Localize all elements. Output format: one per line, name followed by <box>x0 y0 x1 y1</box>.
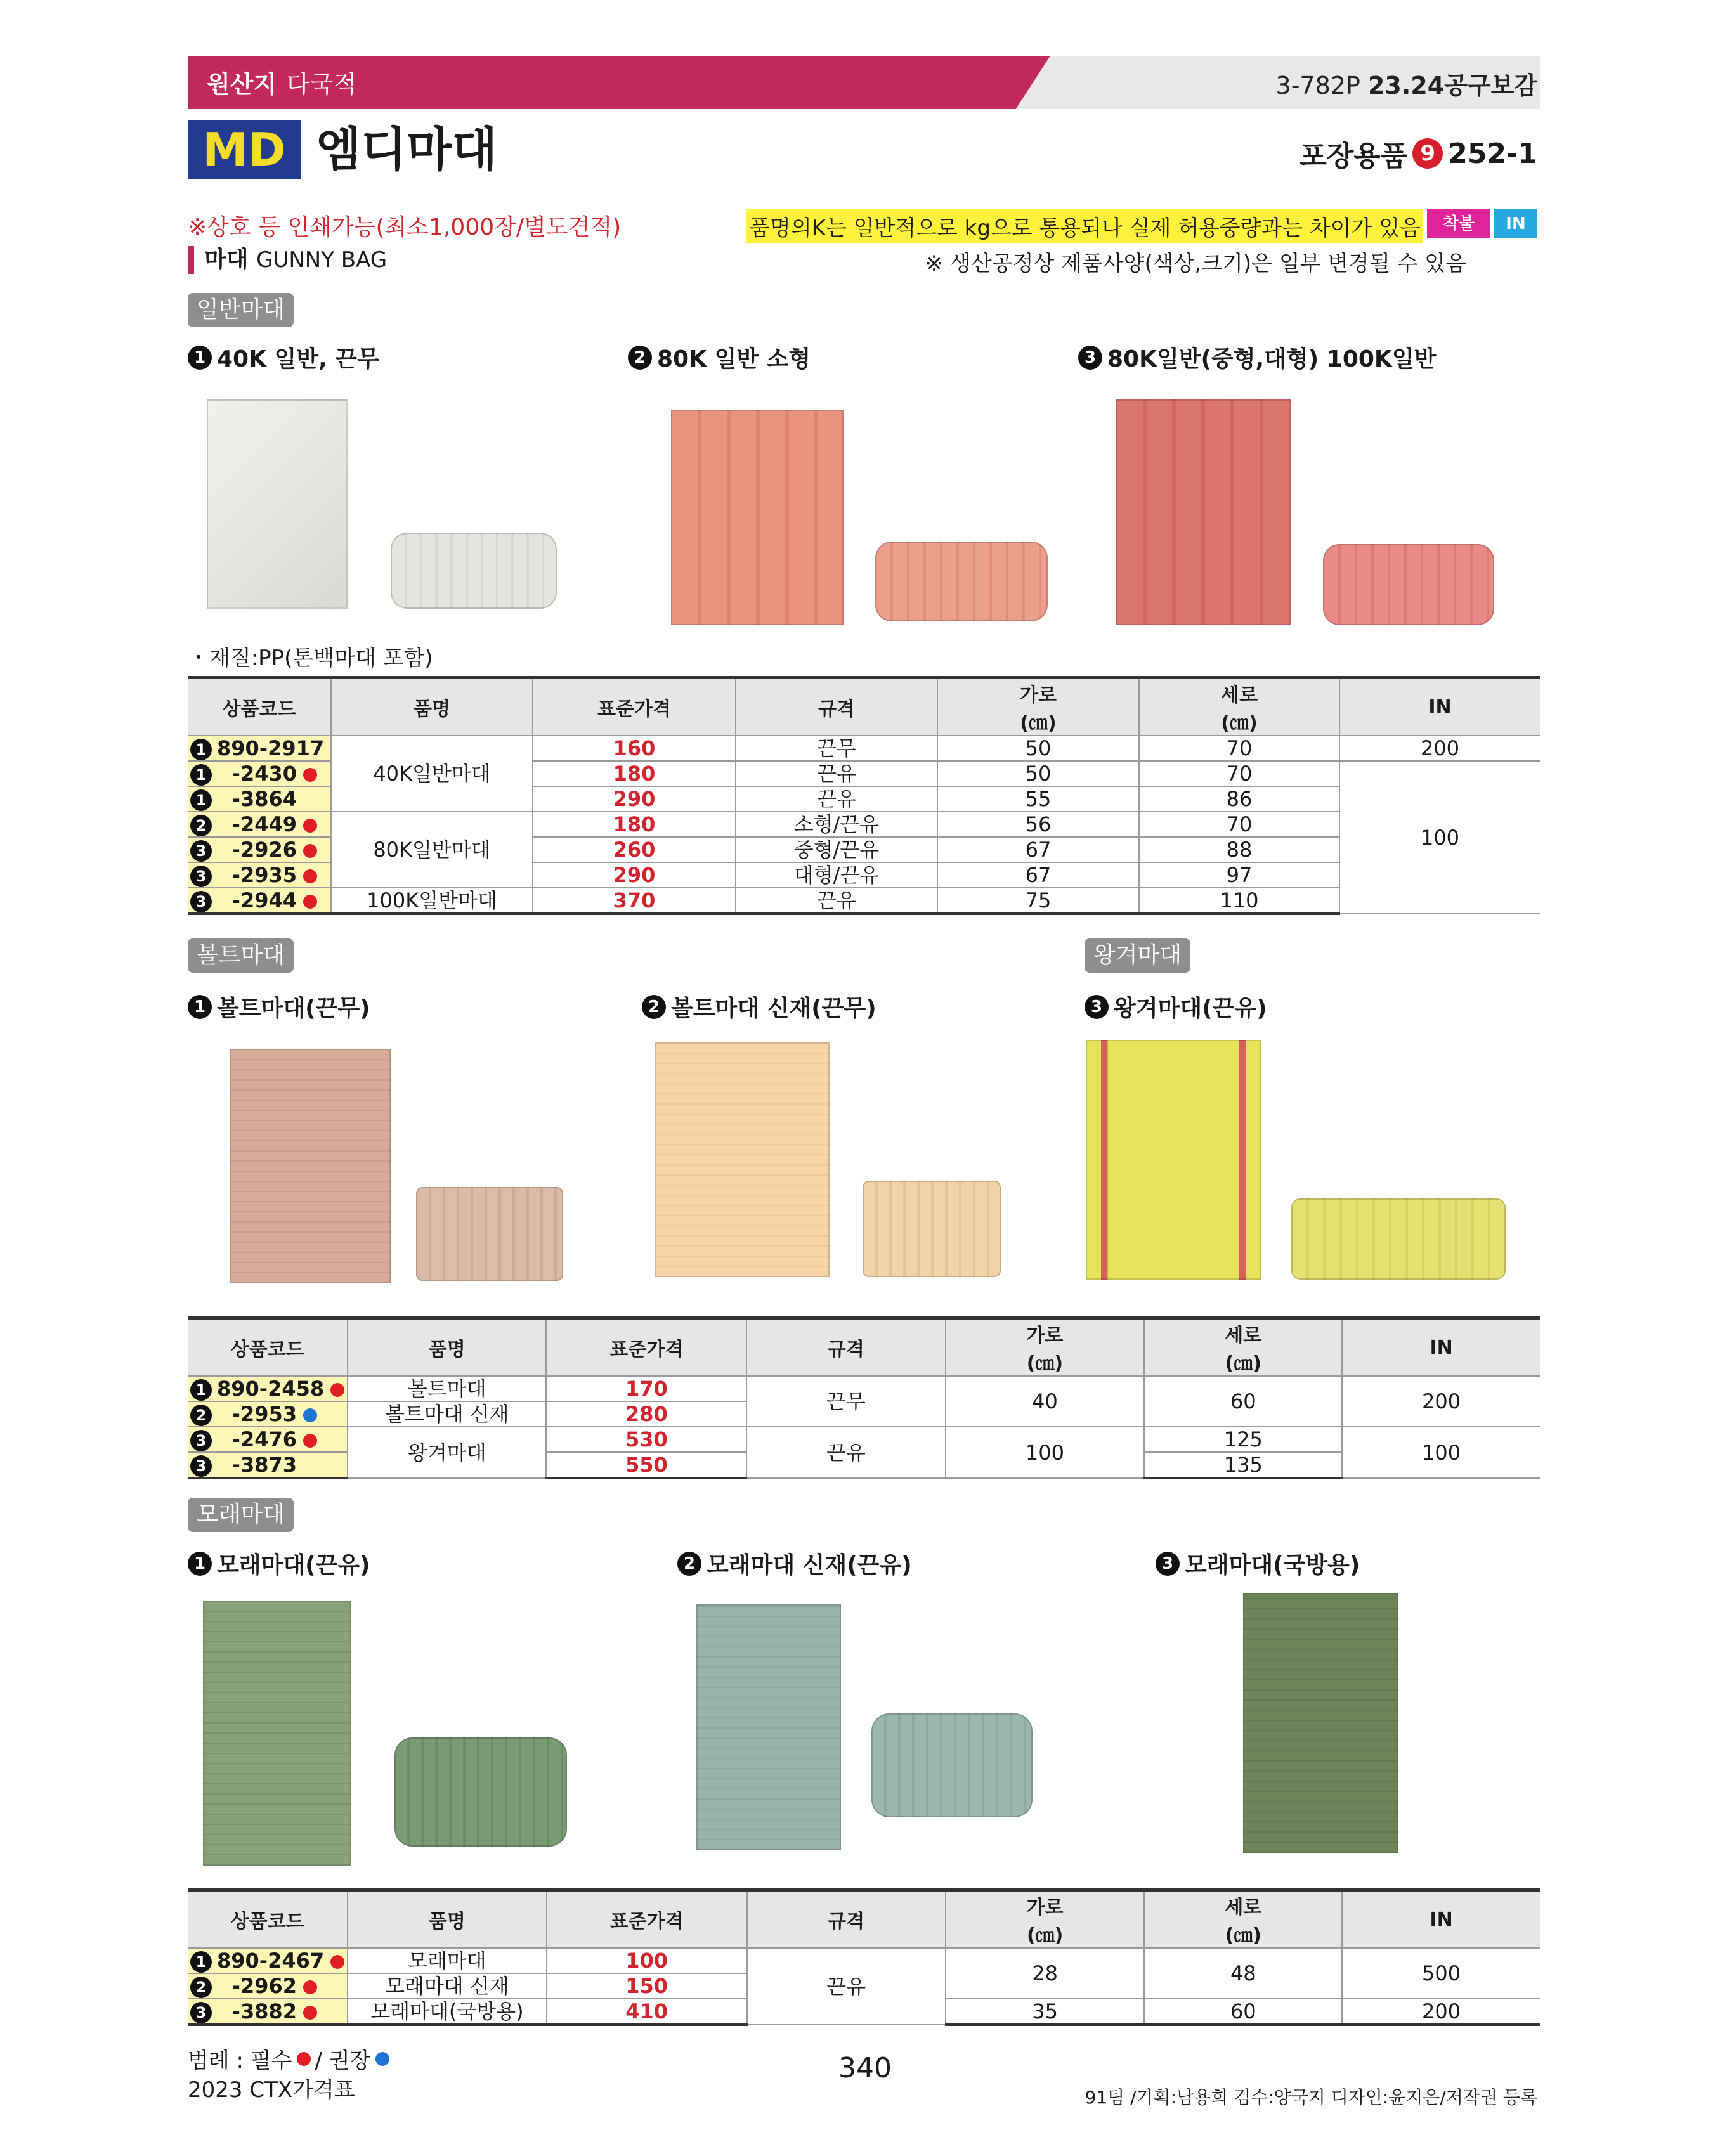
category-name: 포장용품 <box>1300 140 1408 172</box>
product-code: -2962 <box>231 1974 297 1998</box>
row-number-badge: 2 <box>190 1405 212 1426</box>
legend-recommended-label: / 권장 <box>315 2048 371 2074</box>
cod-tag: 착불 <box>1427 209 1490 238</box>
code-cell <box>188 786 331 812</box>
header-height-label: 세로 <box>1225 1897 1262 1919</box>
header-unit: (㎝) <box>1026 1925 1064 1947</box>
header-spec: 규격 <box>746 1318 945 1377</box>
spec-note: ※ 생산공정상 제품사양(색상,크기)은 일부 변경될 수 있음 <box>925 251 1466 276</box>
footer-title: 2023 CTX가격표 <box>188 2077 355 2103</box>
row-number-badge: 3 <box>190 1455 212 1477</box>
header-in: IN <box>1342 1318 1540 1377</box>
price-cell: 280 <box>546 1401 746 1427</box>
section-title <box>188 246 387 274</box>
recommended-dot <box>375 2052 389 2066</box>
product-code: -2430 <box>231 762 297 786</box>
header-unit: (㎝) <box>1221 712 1258 734</box>
row-number-badge: 1 <box>190 764 212 786</box>
roll-image-sand-new <box>871 1713 1033 1817</box>
product-name: 40K일반마대 <box>331 736 533 812</box>
spec-cell: 끈무 <box>746 1376 945 1427</box>
product-label-1 <box>188 1547 370 1580</box>
product-code: 890-2458 <box>217 1377 325 1401</box>
price-cell: 290 <box>533 786 736 812</box>
number-badge: 3 <box>1156 1552 1180 1576</box>
roll-image-40k <box>391 533 557 609</box>
category-label <box>1300 133 1537 174</box>
table-row <box>188 1376 1540 1401</box>
row-number-badge: 3 <box>190 891 212 912</box>
required-dot <box>303 819 317 833</box>
spec-cell: 소형/끈유 <box>736 812 937 837</box>
row-number-badge: 3 <box>190 1430 212 1451</box>
header-width <box>946 1890 1145 1949</box>
width-cell: 56 <box>937 812 1139 837</box>
row-number-badge: 1 <box>190 1379 212 1401</box>
code-cell <box>188 761 331 786</box>
product-name: 왕겨마대 <box>348 1427 546 1478</box>
price-cell: 260 <box>533 837 736 862</box>
width-cell: 67 <box>937 837 1139 862</box>
code-cell <box>188 1948 348 1973</box>
product-code: -2935 <box>231 863 297 887</box>
table-row <box>188 888 1540 914</box>
required-dot <box>303 895 317 909</box>
header-price: 표준가격 <box>546 1318 746 1377</box>
product-label-3 <box>1085 990 1267 1023</box>
product-name: 80K일반마대 <box>331 812 533 888</box>
header-height <box>1144 1318 1342 1377</box>
header-code: 상품코드 <box>188 1890 348 1949</box>
bag-image-80k-small <box>671 410 844 625</box>
header-unit: (㎝) <box>1225 1925 1261 1947</box>
product-label-2 <box>628 341 811 373</box>
header-width-label: 가로 <box>1026 1325 1064 1347</box>
header-height <box>1144 1890 1342 1949</box>
row-number-badge: 3 <box>190 840 212 862</box>
height-cell: 135 <box>1144 1452 1342 1478</box>
number-badge: 3 <box>1078 346 1102 370</box>
roll-image-80k-small <box>875 542 1048 621</box>
product-label-1 <box>188 990 370 1023</box>
bag-image-80k-large <box>1116 399 1291 625</box>
credits: 91팀 /기획:남용희 검수:양국지 디자인:윤지은/저작권 등록 <box>1085 2087 1537 2108</box>
required-dot <box>303 1434 317 1448</box>
catalog-reference <box>1276 66 1537 101</box>
price-table-sand <box>188 1888 1540 2026</box>
product-label-3 <box>1156 1547 1360 1580</box>
price-table-general <box>188 676 1540 915</box>
catalog-name: 23.24공구보감 <box>1367 72 1537 100</box>
spec-cell: 대형/끈유 <box>736 862 937 888</box>
product-code: -2926 <box>231 838 297 862</box>
header-width <box>946 1318 1145 1377</box>
header-height <box>1139 678 1339 736</box>
product-name: 볼트마대 신재 <box>348 1401 546 1427</box>
print-note: ※상호 등 인쇄가능(최소1,000장/별도견적) <box>188 214 622 240</box>
width-cell: 35 <box>946 1999 1145 2025</box>
material-note: ・재질:PP(톤백마대 포함) <box>188 646 433 671</box>
number-badge: 1 <box>188 1552 212 1576</box>
product-code: -2476 <box>231 1427 297 1451</box>
roll-image-bolt-new <box>863 1181 1001 1277</box>
product-name: 100K일반마대 <box>331 888 533 914</box>
header-name: 품명 <box>348 1890 547 1949</box>
bag-image-sand-military <box>1243 1593 1398 1853</box>
category-code: 252-1 <box>1448 137 1537 170</box>
recommended-dot <box>303 1408 317 1422</box>
product-label-text: 볼트마대 신재(끈무) <box>671 996 876 1022</box>
origin-label: 원산지 <box>207 70 277 98</box>
spec-cell: 끈유 <box>746 1427 945 1478</box>
in-cell: 200 <box>1342 1999 1540 2025</box>
number-badge: 2 <box>677 1552 701 1576</box>
category-pill-general: 일반마대 <box>188 293 294 327</box>
code-cell <box>188 736 331 761</box>
table-row <box>188 1948 1540 1973</box>
price-cell: 100 <box>547 1948 747 1973</box>
product-label-text: 왕겨마대(끈유) <box>1114 996 1267 1022</box>
height-cell: 125 <box>1144 1427 1342 1452</box>
price-cell: 290 <box>533 862 736 888</box>
spec-cell: 끈유 <box>736 786 937 812</box>
in-cell: 100 <box>1339 761 1540 914</box>
header-spec: 규격 <box>747 1890 946 1949</box>
header-spec: 규격 <box>736 678 937 736</box>
code-cell <box>188 1999 348 2025</box>
product-label-1 <box>188 341 379 373</box>
category-badge: 9 <box>1412 138 1443 169</box>
section-title-ko: 마대 <box>204 247 249 273</box>
width-cell: 55 <box>937 786 1139 812</box>
row-number-badge: 2 <box>190 1977 212 1998</box>
product-code: -3882 <box>231 1999 297 2023</box>
width-cell: 28 <box>946 1948 1145 1999</box>
width-cell: 50 <box>937 761 1139 786</box>
table-row <box>188 1427 1540 1452</box>
height-cell: 60 <box>1144 1999 1342 2025</box>
product-name: 볼트마대 <box>348 1376 546 1401</box>
code-cell <box>188 1376 348 1401</box>
legend <box>188 2043 389 2074</box>
code-cell <box>188 1427 348 1452</box>
width-cell: 50 <box>937 736 1139 761</box>
brand-name: 엠디마대 <box>316 122 497 177</box>
code-cell <box>188 862 331 888</box>
table-row <box>188 812 1540 837</box>
required-dot <box>297 2052 311 2066</box>
roll-image-bolt <box>416 1187 563 1281</box>
in-cell: 200 <box>1342 1376 1540 1427</box>
price-cell: 530 <box>546 1427 746 1452</box>
height-cell: 70 <box>1139 736 1339 761</box>
header-unit: (㎝) <box>1020 712 1057 734</box>
product-code: -2953 <box>231 1402 297 1426</box>
spec-cell: 끈유 <box>736 761 937 786</box>
product-label-2 <box>642 990 876 1023</box>
product-label-3 <box>1078 341 1436 373</box>
header-height-label: 세로 <box>1225 1325 1262 1347</box>
header-price: 표준가격 <box>547 1890 747 1949</box>
product-label-text: 80K일반(중형,대형) 100K일반 <box>1107 346 1437 372</box>
required-dot <box>303 844 317 858</box>
bag-image-sand <box>203 1601 351 1866</box>
in-cell: 200 <box>1339 736 1540 761</box>
row-number-badge: 2 <box>190 815 212 836</box>
roll-image-rice-husk <box>1291 1198 1506 1280</box>
required-dot <box>303 2006 317 2020</box>
header-code: 상품코드 <box>188 678 331 736</box>
origin-value: 다국적 <box>287 70 357 98</box>
header-unit: (㎝) <box>1026 1353 1064 1375</box>
code-cell <box>188 1973 348 1999</box>
code-cell <box>188 837 331 862</box>
bag-image-bolt <box>230 1049 391 1283</box>
product-name: 모래마대 <box>348 1948 547 1973</box>
header-width <box>937 678 1139 736</box>
header-width-label: 가로 <box>1020 684 1057 706</box>
required-dot <box>303 768 317 782</box>
header-price: 표준가격 <box>533 678 736 736</box>
number-badge: 2 <box>628 346 652 370</box>
header-name: 품명 <box>331 678 533 736</box>
product-code: -2449 <box>231 812 297 836</box>
catalog-page: 3-782P <box>1275 72 1360 100</box>
page-number: 340 <box>838 2052 892 2084</box>
product-code: -2944 <box>231 888 297 912</box>
in-cell: 500 <box>1342 1948 1540 1999</box>
product-label-text: 모래마대(끈유) <box>217 1552 370 1578</box>
height-cell: 97 <box>1139 862 1339 888</box>
bag-image-rice-husk <box>1086 1040 1261 1280</box>
product-code: -3873 <box>231 1453 297 1477</box>
header-height-label: 세로 <box>1221 684 1258 706</box>
width-cell: 100 <box>946 1427 1145 1478</box>
header-in: IN <box>1339 678 1540 736</box>
row-number-badge: 3 <box>190 866 212 887</box>
height-cell: 70 <box>1139 812 1339 837</box>
code-cell <box>188 1401 348 1427</box>
product-label-text: 모래마대 신재(끈유) <box>707 1552 912 1578</box>
legend-required-label: 범례 : 필수 <box>188 2048 292 2074</box>
code-cell <box>188 1452 348 1478</box>
table-row <box>188 736 1540 761</box>
required-dot <box>330 1955 344 1969</box>
required-dot <box>303 1980 317 1994</box>
code-cell <box>188 812 331 837</box>
price-cell: 410 <box>547 1999 747 2025</box>
category-pill-rice-husk: 왕겨마대 <box>1085 938 1190 973</box>
product-label-2 <box>677 1547 912 1580</box>
width-cell: 75 <box>937 888 1139 914</box>
height-cell: 88 <box>1139 837 1339 862</box>
in-cell: 100 <box>1342 1427 1540 1478</box>
section-title-en: GUNNY BAG <box>256 247 388 273</box>
number-badge: 1 <box>188 995 212 1019</box>
row-number-badge: 1 <box>190 789 212 811</box>
header-name: 품명 <box>348 1318 546 1377</box>
product-name: 모래마대(국방용) <box>348 1999 547 2025</box>
height-cell: 48 <box>1144 1948 1342 1999</box>
row-number-badge: 3 <box>190 2002 212 2023</box>
row-number-badge: 1 <box>190 739 212 760</box>
price-cell: 180 <box>533 812 736 837</box>
spec-cell: 끈유 <box>736 888 937 914</box>
height-cell: 70 <box>1139 761 1339 786</box>
in-tag: IN <box>1494 209 1537 238</box>
width-cell: 67 <box>937 862 1139 888</box>
bag-image-sand-new <box>696 1604 841 1850</box>
number-badge: 3 <box>1085 995 1109 1019</box>
category-pill-bolt: 볼트마대 <box>188 938 294 973</box>
roll-image-sand <box>394 1737 567 1847</box>
required-dot <box>303 869 317 883</box>
number-badge: 2 <box>642 995 666 1019</box>
product-label-text: 40K 일반, 끈무 <box>217 346 379 372</box>
header-code: 상품코드 <box>188 1318 348 1377</box>
product-label-text: 80K 일반 소형 <box>657 346 811 372</box>
roll-image-80k-large <box>1323 544 1494 625</box>
product-label-text: 볼트마대(끈무) <box>217 996 370 1022</box>
price-cell: 170 <box>546 1376 746 1401</box>
product-code: 890-2917 <box>217 736 325 760</box>
price-cell: 160 <box>533 736 736 761</box>
price-table-bolt <box>188 1316 1540 1479</box>
height-cell: 60 <box>1144 1376 1342 1427</box>
height-cell: 86 <box>1139 786 1339 812</box>
category-pill-sand: 모래마대 <box>188 1498 294 1532</box>
required-dot <box>330 1383 344 1397</box>
product-code: -3864 <box>231 787 297 811</box>
spec-cell: 중형/끈유 <box>736 837 937 862</box>
row-number-badge: 1 <box>190 1951 212 1973</box>
brand-logo: MD <box>188 120 301 179</box>
product-code: 890-2467 <box>217 1949 325 1973</box>
code-cell <box>188 888 331 914</box>
spec-cell: 끈무 <box>736 736 937 761</box>
height-cell: 110 <box>1139 888 1339 914</box>
header-unit: (㎝) <box>1225 1353 1261 1375</box>
header-in: IN <box>1342 1890 1540 1949</box>
product-name: 모래마대 신재 <box>348 1973 547 1999</box>
capacity-note: 품명의K는 일반적으로 kg으로 통용되나 실제 허용중량과는 차이가 있음 <box>746 209 1423 243</box>
price-cell: 180 <box>533 761 736 786</box>
price-cell: 370 <box>533 888 736 914</box>
bag-image-40k <box>207 399 348 609</box>
spec-cell: 끈유 <box>747 1948 946 2025</box>
price-cell: 150 <box>547 1973 747 1999</box>
bag-image-bolt-new <box>655 1042 830 1277</box>
product-label-text: 모래마대(국방용) <box>1185 1552 1360 1578</box>
width-cell: 40 <box>946 1376 1145 1427</box>
price-cell: 550 <box>546 1452 746 1478</box>
header-width-label: 가로 <box>1026 1897 1064 1919</box>
number-badge: 1 <box>188 346 212 370</box>
